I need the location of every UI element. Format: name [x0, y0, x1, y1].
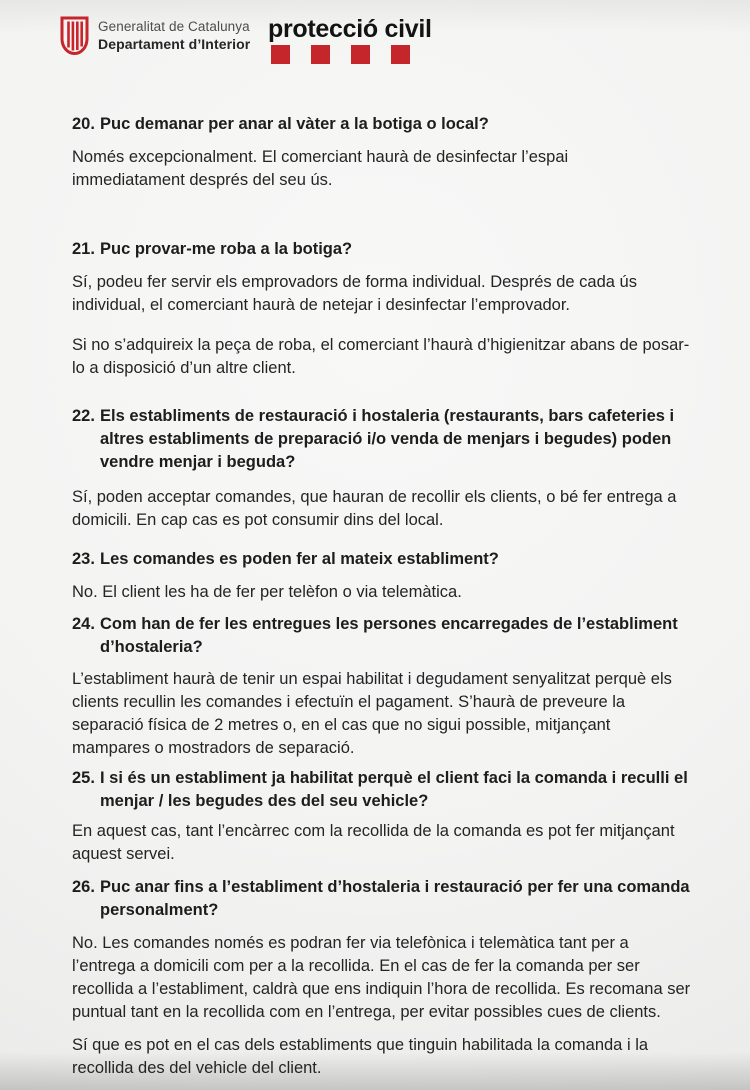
faq-question-21 [72, 238, 692, 261]
question-text: Puc anar fins a l’establiment d’hostaleria i restauració per fer una comanda personalment? [100, 878, 690, 919]
document-header [0, 0, 750, 85]
faq-answer-26-p1: No. Les comandes només es podran fer via telefònica i telemàtica tant per a l’entrega a domicili com per a la recollida. En el cas de fer la comanda per ser recollida a l’establiment, caldrà que ens indiquin l’hora de recollida. Es recomana ser puntual tant en la recollida com en l’entrega, per evitar possibles cues de clients. [72, 934, 691, 1021]
gencat-department: Departament d’Interior [98, 35, 251, 52]
question-number: 22. [72, 407, 95, 425]
gencat-logo [60, 15, 262, 61]
question-number: 23. [72, 550, 95, 568]
faq-question-23 [72, 548, 692, 571]
question-text: Puc provar-me roba a la botiga? [100, 240, 353, 258]
faq-answer-21-p2: Si no s’adquireix la peça de roba, el comerciant l’haurà d’higienitzar abans de posar-lo a disposició d’un altre client. [72, 336, 690, 377]
brand-squares-row [271, 45, 432, 64]
proteccio-civil-brand [268, 15, 432, 64]
faq-answer-25: En aquest cas, tant l’encàrrec com la recollida de la comanda es pot fer mitjançant aquest servei. [72, 822, 675, 863]
faq-answer-21-p1: Sí, podeu fer servir els emprovadors de forma individual. Després de cada ús individual, el comerciant haurà de netejar i desinfectar l’emprovador. [72, 273, 637, 314]
faq-answer-23: No. El client les ha de fer per telèfon o via telemàtica. [72, 583, 462, 601]
question-number: 21. [72, 240, 95, 258]
question-number: 26. [72, 878, 95, 896]
question-text: Com han de fer les entregues les persones encarregades de l’establiment d’hostaleria? [100, 615, 678, 656]
faq-answer-22: Sí, poden acceptar comandes, que hauran de recollir els clients, o bé fer entrega a domicili. En cap cas es pot consumir dins del local. [72, 488, 677, 529]
faq-answer-26-p2: Sí que es pot en el cas dels establiments que tinguin habilitada la comanda i la recollida des del vehicle del client. [72, 1036, 649, 1077]
red-square-icon [311, 45, 330, 64]
question-number: 20. [72, 115, 95, 133]
red-square-icon [271, 45, 290, 64]
faq-question-25 [72, 767, 692, 813]
faq-content [0, 85, 750, 1080]
faq-question-26 [72, 876, 692, 922]
senyera-shield-icon [60, 16, 89, 61]
question-number: 25. [72, 769, 95, 787]
question-text: Puc demanar per anar al vàter a la botiga o local? [100, 115, 489, 133]
faq-answer-20: Només excepcionalment. El comerciant haurà de desinfectar l’espai immediatament després del seu ús. [72, 148, 569, 189]
question-text: Les comandes es poden fer al mateix establiment? [100, 550, 499, 568]
faq-question-20 [72, 113, 692, 136]
brand-title: protecció civil [268, 15, 432, 43]
question-number: 24. [72, 615, 95, 633]
red-square-icon [391, 45, 410, 64]
faq-answer-24: L’establiment haurà de tenir un espai habilitat i degudament senyalitzat perquè els clients recullin les comandes i efectuïn el pagament. S’haurà de preveure la separació física de 2 metres o, en el cas que no sigui possible, mitjançant mampares o mostradors de separació. [72, 670, 672, 757]
gencat-logo-text [98, 20, 250, 61]
gencat-org-name: Generalitat de Catalunya [98, 19, 250, 34]
faq-question-22 [72, 405, 692, 474]
question-text: I si és un establiment ja habilitat perquè el client faci la comanda i reculli el menjar / les begudes des del seu vehicle? [100, 769, 688, 810]
question-text: Els establiments de restauració i hostaleria (restaurants, bars cafeteries i altres establiments de preparació i/o venda de menjars i begudes) poden vendre menjar i beguda? [100, 407, 675, 471]
faq-question-24 [72, 613, 692, 659]
red-square-icon [351, 45, 370, 64]
